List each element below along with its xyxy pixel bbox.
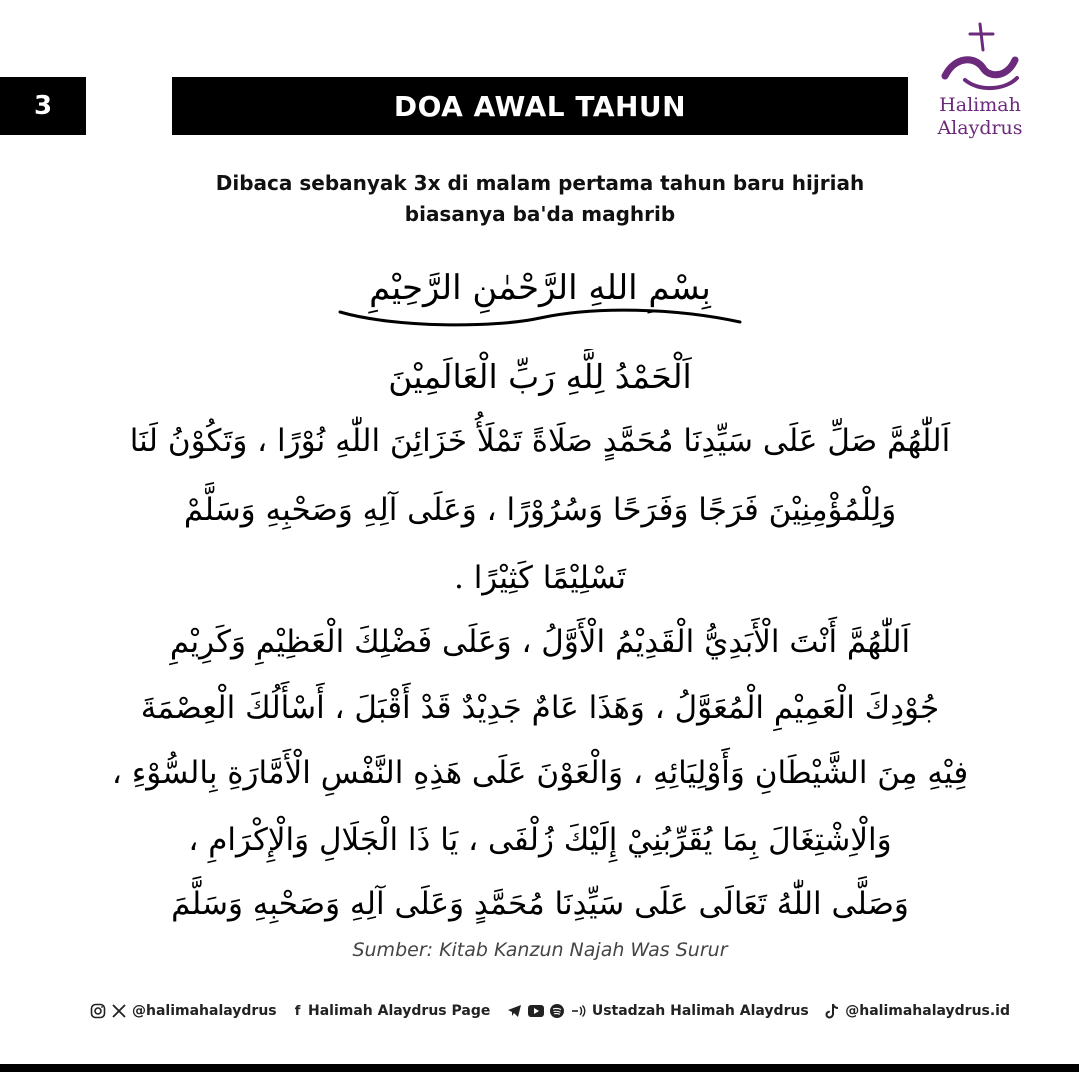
prayer-line-4: تَسْلِيْمًا كَثِيْرًا . <box>453 560 626 596</box>
telegram-icon[interactable] <box>507 1003 522 1019</box>
prayer-line-3: وَلِلْمُؤْمِنِيْنَ فَرَجًا وَفَرَحًا وَسُرُوْرًا ، وَعَلَى آلِهِ وَصَحْبِهِ وَسَلَّمْ <box>183 492 897 528</box>
x-icon[interactable] <box>112 1003 126 1019</box>
prayer-line-6: جُوْدِكَ الْعَمِيْمِ الْمُعَوَّلُ ، وَهَذَا عَامٌ جَدِيْدٌ قَدْ أَقْبَلَ ، أَسْأَلُكَ الْعِصْمَةَ <box>140 690 940 726</box>
subtitle-line-2: biasanya ba'da maghrib <box>404 202 676 226</box>
page-number-box <box>0 77 86 135</box>
page-number: 3 <box>33 91 53 121</box>
prayer-line-8: وَالْاِشْتِغَالَ بِمَا يُقَرِّبُنِيْ إِلَيْكَ زُلْفَى ، يَا ذَا الْجَلَالِ وَالْإِكْرَامِ ، <box>188 822 892 858</box>
facebook-page-name[interactable]: Halimah Alaydrus Page <box>308 1003 491 1019</box>
prayer-line-2: اَللّٰهُمَّ صَلِّ عَلَى سَيِّدِنَا مُحَمَّدٍ صَلَاةً تَمْلَأُ خَزَائِنَ اللّٰهِ نُوْرًا ، وَتَكُوْنُ لَنَا <box>129 423 951 459</box>
instagram-x-handle[interactable]: @halimahalaydrus <box>132 1003 277 1019</box>
prayer-line-5: اَللّٰهُمَّ أَنْتَ الْأَبَدِيُّ الْقَدِيْمُ الْأَوَّلُ ، وَعَلَى فَضْلِكَ الْعَظِيْمِ وَكَرِيْمِ <box>169 624 911 660</box>
calligraphy-logo-icon <box>925 20 1035 95</box>
calligraphy-flourish-icon <box>335 304 745 330</box>
facebook-icon[interactable]: f <box>294 1003 301 1019</box>
bismillah-calligraphy: بِسْمِ اللهِ الرَّحْمٰنِ الرَّحِيْمِ <box>369 268 711 308</box>
page-title: DOA AWAL TAHUN <box>393 89 687 123</box>
logo-text-line1: Halimah <box>939 94 1021 116</box>
podcast-icon[interactable] <box>570 1003 586 1019</box>
spotify-icon[interactable] <box>550 1003 564 1019</box>
prayer-line-1: اَلْحَمْدُ لِلَّهِ رَبِّ الْعَالَمِيْنَ <box>388 357 692 396</box>
source-citation: Sumber: Kitab Kanzun Najah Was Surur <box>352 939 728 961</box>
subtitle <box>100 168 980 230</box>
tiktok-handle[interactable]: @halimahalaydrus.id <box>845 1003 1011 1019</box>
prayer-line-7: فِيْهِ مِنَ الشَّيْطَانِ وَأَوْلِيَائِهِ ، وَالْعَوْنَ عَلَى هَذِهِ النَّفْسِ الْأَمَّارَةِ بِالسُّوْءِ ، <box>111 755 969 791</box>
channels-name[interactable]: Ustadzah Halimah Alaydrus <box>591 1003 809 1019</box>
prayer-line-9: وَصَلَّى اللّٰهُ تَعَالَى عَلَى سَيِّدِنَا مُحَمَّدٍ وَعَلَى آلِهِ وَصَحْبِهِ وَسَلَّمَ <box>171 886 909 922</box>
brand-logo <box>925 20 1035 145</box>
title-bar <box>172 77 908 135</box>
bottom-border <box>0 1064 1079 1072</box>
instagram-icon[interactable] <box>90 1003 106 1019</box>
social-footer <box>90 996 1010 1026</box>
logo-text-line2: Alaydrus <box>937 117 1023 139</box>
subtitle-line-1: Dibaca sebanyak 3x di malam pertama tahun baru hijriah <box>215 171 865 195</box>
tiktok-icon[interactable] <box>825 1003 839 1019</box>
youtube-icon[interactable] <box>528 1003 544 1019</box>
